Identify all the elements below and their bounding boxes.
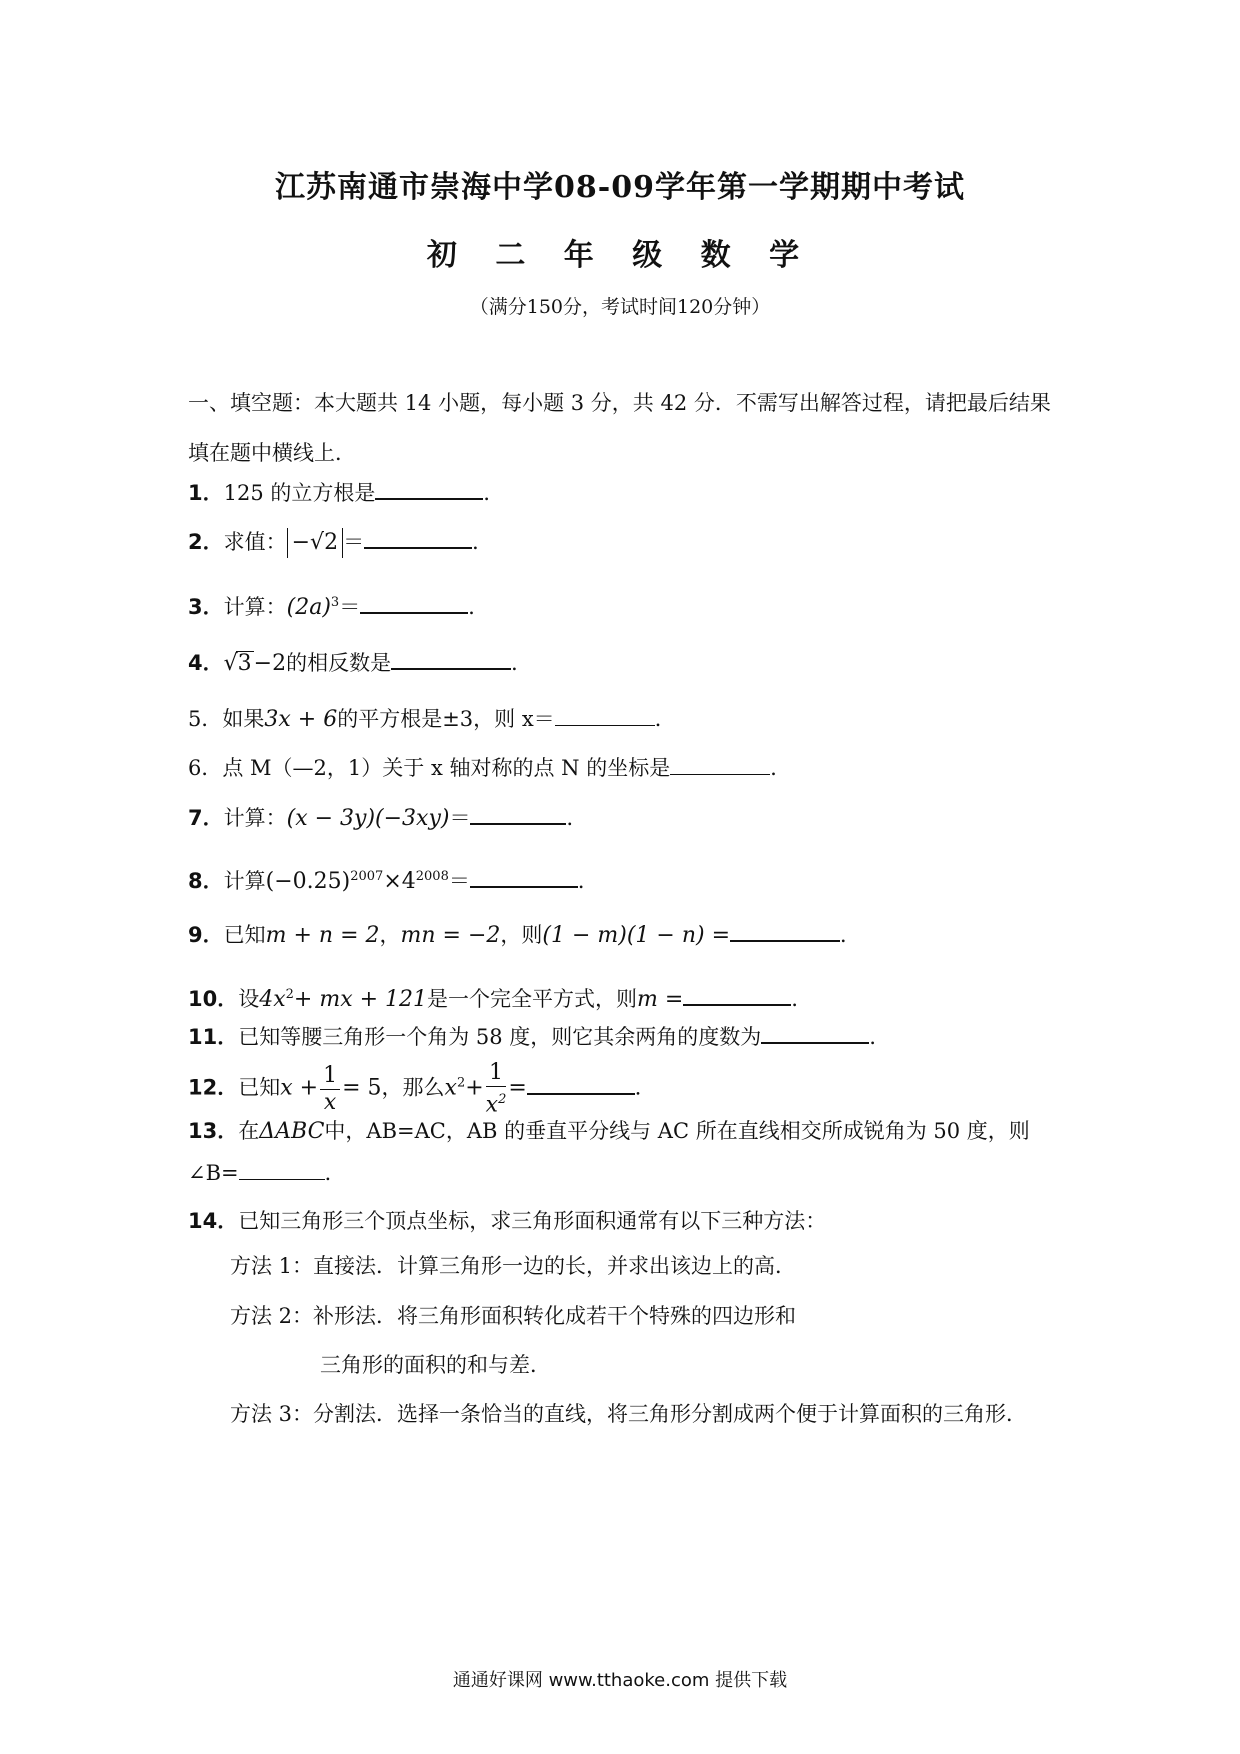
math-base-2: 4 <box>401 869 416 894</box>
question-end: ． <box>791 987 813 1011</box>
sqrt-radicand: 3 <box>237 651 252 676</box>
math-base-1: (−0.25) <box>265 869 351 894</box>
fraction-2-numerator: 1 <box>486 1060 507 1087</box>
fraction-2-den-exp: 2 <box>498 1092 507 1107</box>
question-number: 3． <box>188 595 224 619</box>
method-2-continued: 三角形的面积的和与差． <box>320 1353 551 1377</box>
question-5 <box>188 704 676 735</box>
question-text: 已知三角形三个顶点坐标，求三角形面积通常有以下三种方法： <box>238 1209 827 1233</box>
question-end: ． <box>840 923 862 947</box>
question-text: 计算： <box>223 806 287 830</box>
question-number: 11． <box>188 1025 239 1049</box>
answer-blank <box>239 1159 325 1180</box>
question-2 <box>188 525 493 558</box>
question-9 <box>188 918 861 951</box>
question-end: ． <box>566 806 588 830</box>
question-number: 8． <box>188 869 224 893</box>
answer-blank <box>555 705 655 726</box>
question-text: 已知等腰三角形一个角为 58 度，则它其余两角的度数为 <box>238 1025 762 1049</box>
triangle-name: ΔABC <box>259 1119 325 1144</box>
method-3: 方法 3：分割法．选择一条恰当的直线，将三角形分割成两个便于计算面积的三角形． <box>230 1402 1028 1426</box>
separator: ， <box>379 923 401 947</box>
angle-label: ∠B= <box>188 1161 239 1185</box>
answer-blank <box>470 801 566 825</box>
exam-info: （满分150分，考试时间120分钟） <box>469 296 771 318</box>
math-expression-b: + mx + 121 <box>293 987 428 1012</box>
math-expression: (x − 3y)(−3xy) <box>286 806 450 831</box>
equals-sign: ＝ <box>448 869 470 893</box>
math-exponent: 3 <box>330 595 340 610</box>
answer-blank <box>391 646 511 670</box>
question-end: ． <box>770 756 792 780</box>
fraction-numerator: 1 <box>320 1063 340 1090</box>
question-8 <box>188 862 599 897</box>
question-1 <box>188 476 504 508</box>
question-text-b: ，则 <box>500 923 543 947</box>
math-variable: m = <box>637 987 684 1012</box>
fraction <box>320 1063 340 1116</box>
math-exponent: 2 <box>285 987 294 1002</box>
question-text-b: 是一个完全平方式，则 <box>427 987 638 1011</box>
question-number: 6． <box>188 756 223 780</box>
question-number: 14． <box>188 1209 239 1233</box>
question-text-a: 如果 <box>222 707 265 731</box>
equals-sign: ＝ <box>449 806 471 830</box>
question-text: 的相反数是 <box>286 651 392 675</box>
question-text: 求值： <box>223 530 287 554</box>
question-number: 12． <box>188 1075 239 1100</box>
question-number: 13． <box>188 1119 239 1143</box>
fraction-denominator: x <box>323 1089 337 1115</box>
question-end: ． <box>869 1025 891 1049</box>
question-text: 125 的立方根是 <box>223 481 376 505</box>
question-text-b: 中，AB=AC，AB 的垂直平分线与 AC 所在直线相交所成锐角为 50 度，则 <box>324 1119 1030 1143</box>
equals-sign: = <box>508 1075 527 1101</box>
math-expression: 4x <box>259 987 286 1012</box>
question-text: 计算： <box>223 595 287 619</box>
math-expression-b: mn = −2 <box>400 923 501 948</box>
method-2: 方法 2：补形法．将三角形面积转化成若干个特殊的四边形和 <box>230 1304 797 1328</box>
question-4 <box>188 646 532 679</box>
equals-sign: ＝ <box>343 530 365 554</box>
fraction-2 <box>486 1060 507 1118</box>
page-footer: 通通好课网 www.tthaoke.com 提供下载 <box>452 1670 788 1691</box>
question-number: 4． <box>188 651 224 675</box>
section-intro-line1: 一、填空题：本大题共 14 小题，每小题 3 分，共 42 分．不需写出解答过程，请把最后结果 <box>188 391 1051 415</box>
answer-blank <box>527 1071 635 1095</box>
question-11 <box>188 1020 890 1052</box>
fraction-2-denominator <box>486 1087 507 1118</box>
math-x2: x <box>444 1075 457 1101</box>
math-expression-a: m + n = 2 <box>265 923 380 948</box>
answer-blank <box>670 754 770 775</box>
answer-blank <box>470 864 578 888</box>
question-text-a: 设 <box>238 987 260 1011</box>
question-number: 9． <box>188 923 224 947</box>
question-end: ． <box>511 651 533 675</box>
question-10 <box>188 980 812 1015</box>
method-1: 方法 1：直接法．计算三角形一边的长，并求出该边上的高． <box>230 1254 797 1278</box>
question-13-line2 <box>188 1158 346 1188</box>
section-intro-line2: 填在题中横线上． <box>188 441 356 465</box>
question-text: 计算 <box>223 869 266 893</box>
math-exponent-2: 2008 <box>415 869 449 884</box>
question-end: ． <box>472 530 494 554</box>
answer-blank <box>360 590 468 614</box>
math-expression-c: (1 − m)(1 − n) = <box>542 923 731 948</box>
exam-title: 江苏南通市崇海中学08-09学年第一学期期中考试 <box>275 170 965 205</box>
plus-sign: + <box>465 1075 484 1101</box>
question-end: ． <box>483 481 505 505</box>
answer-blank <box>683 982 791 1006</box>
answer-blank <box>375 476 483 500</box>
answer-blank <box>730 918 840 942</box>
math-expression: −2 <box>253 651 287 676</box>
question-13 <box>188 1116 1030 1147</box>
answer-blank <box>364 525 472 549</box>
question-text-a: 已知 <box>238 1075 281 1100</box>
math-expression: (2a) <box>286 595 331 620</box>
question-3 <box>188 588 489 623</box>
question-14 <box>188 1206 826 1236</box>
math-x: x + <box>280 1075 319 1101</box>
question-text-b: ，那么 <box>381 1075 445 1100</box>
question-text-a: 在 <box>238 1119 260 1143</box>
question-12 <box>188 1060 656 1118</box>
exam-subtitle: 初 二 年 级 数 学 <box>426 238 814 273</box>
question-end: ． <box>324 1161 346 1185</box>
question-6 <box>188 753 791 783</box>
question-number: 2． <box>188 530 224 554</box>
question-number: 10． <box>188 987 239 1011</box>
question-7 <box>188 801 587 834</box>
section-intro <box>188 378 1068 478</box>
question-text-a: 已知 <box>223 923 266 947</box>
question-end: ． <box>634 1075 656 1100</box>
question-number: 5． <box>188 707 223 731</box>
math-equals-five: = 5 <box>342 1075 382 1101</box>
question-end: ． <box>577 869 599 893</box>
math-exponent: 2 <box>456 1075 466 1091</box>
math-expression: 3x + 6 <box>264 707 338 732</box>
math-exponent-1: 2007 <box>350 869 384 884</box>
question-text-b: 的平方根是±3，则 x＝ <box>337 707 555 731</box>
answer-blank <box>761 1020 869 1044</box>
question-end: ． <box>468 595 490 619</box>
equals-sign: ＝ <box>339 595 361 619</box>
question-text: 点 M（—2，1）关于 x 轴对称的点 N 的坐标是 <box>222 756 671 780</box>
fraction-2-den-var: x <box>485 1092 499 1118</box>
times-sign: × <box>383 869 402 894</box>
question-number: 7． <box>188 806 224 830</box>
question-end: ． <box>654 707 676 731</box>
math-expression: −√2 <box>287 528 343 558</box>
question-number: 1． <box>188 481 224 505</box>
sqrt-sign: √ <box>223 651 238 676</box>
